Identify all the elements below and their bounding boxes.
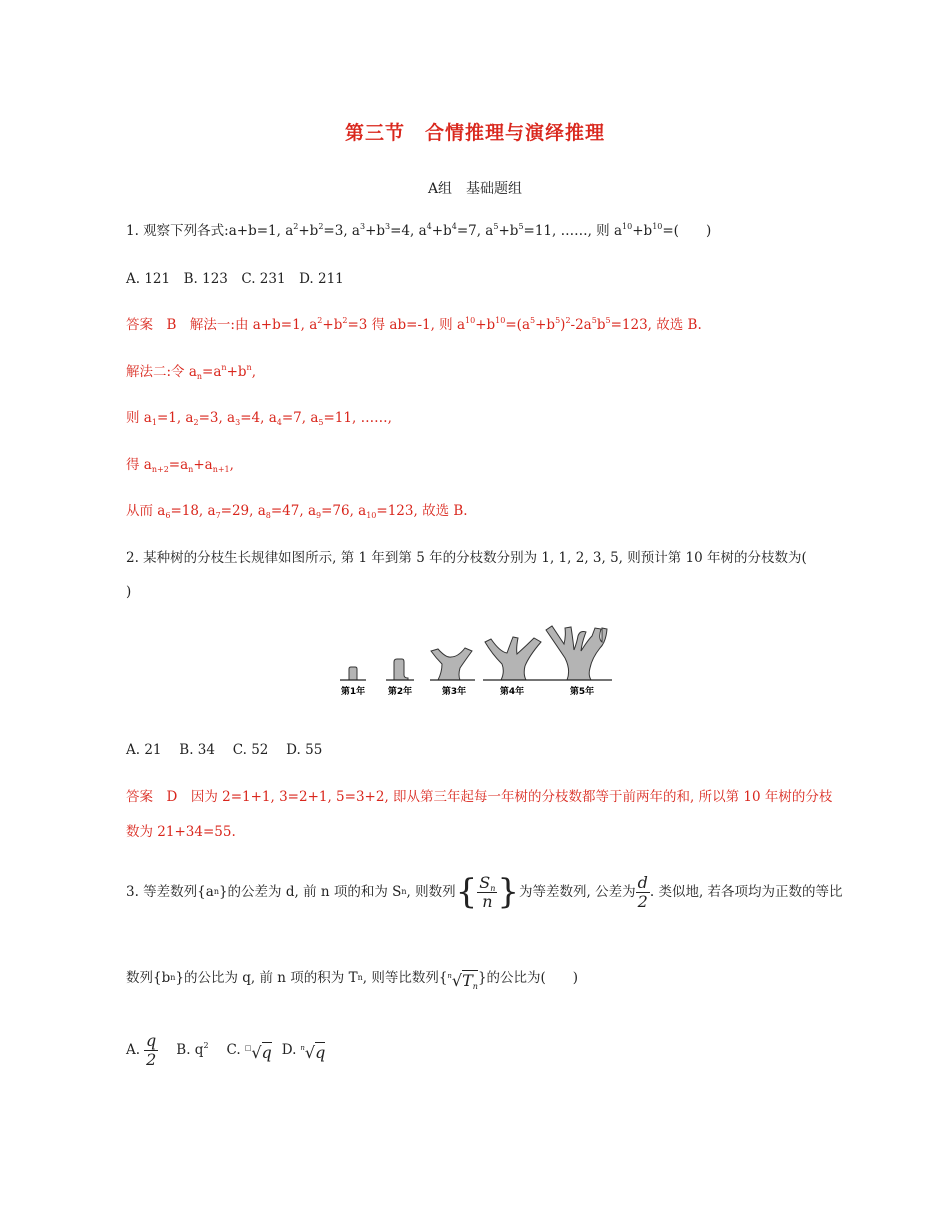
option-d-root: $^n$√q — [300, 1042, 326, 1062]
option-c-root: □√q — [244, 1042, 272, 1062]
q1-stem: 1. 观察下列各式:a+b=1, $a^2+b^2=3$, $a^3+b^3=4$, $a^4+b^4=7$, $a^5+b^5=11$, ……, 则 $a^{10}+b^{10}=$( ) — [126, 222, 712, 239]
q2-options: A. 21 B. 34 C. 52 D. 55 — [126, 742, 323, 758]
label-year-2: 第2年 — [387, 687, 413, 697]
option-a-fraction: $\frac{q}{2}$ — [146, 1030, 157, 1069]
q1-method2: 解法二:令 $a_n=a^n+b^n$, — [126, 363, 256, 381]
fraction-d-over-2: $\frac{d}{2}$ — [637, 872, 648, 911]
fraction-sn-over-n: $\frac{S_n}{n}$ — [479, 872, 496, 911]
tree-year-3 — [431, 648, 472, 680]
group-heading: A组 基础题组 — [427, 181, 523, 197]
q2-stem-line2: ) — [126, 584, 132, 600]
label-year-5: 第5年 — [569, 687, 595, 697]
right-brace: } — [497, 872, 520, 912]
label-year-3: 第3年 — [441, 687, 467, 697]
q1-answer: 答案 B 解法一:由 a+b=1, $a^2+b^2=3$ 得 ab=-1, 则 $a^{10}+b^{10}=(a^5+b^5)^2-2a^5b^5=123$, 故选 B. — [126, 316, 702, 333]
tree-year-1 — [349, 667, 357, 680]
label-year-1: 第1年 — [340, 687, 366, 697]
q1-line5: 从而 $a_6=18$, $a_7=29$, $a_8=47$, $a_9=76$, $a_{10}=123$, 故选 B. — [126, 503, 468, 520]
q1-line4: 得 $a_{n+2}=a_n+a_{n+1}$, — [126, 457, 234, 474]
q2-answer-line2: 数为 21+34=55. — [126, 824, 236, 840]
q2-stem-line1: 2. 某种树的分枝生长规律如图所示, 第 1 年到第 5 年的分枝数分别为 1, 1, 2, 3, 5, 则预计第 10 年树的分枝数为( — [126, 550, 807, 566]
q3-stem-line2: 数列{b n }的公比为 q, 前 n 项的积为 T n , 则等比数列{ $^n√T_n$ }的公比为( ) — [126, 962, 578, 994]
q1-options: A. 121 B. 123 C. 231 D. 211 — [126, 271, 344, 287]
page-title: 第三节 合情推理与演绎推理 — [344, 122, 605, 144]
q2-answer-line1: 答案 D 因为 2=1+1, 3=2+1, 5=3+2, 即从第三年起每一年树的分枝数都等于前两年的和, 所以第 10 年树的分枝 — [126, 789, 833, 805]
q3-options: A. $\frac{q}{2}$ B. $q^2$ C. □√q D. $^n$√q — [126, 1030, 326, 1069]
tree-year-4 — [485, 637, 541, 680]
left-brace: { — [455, 872, 478, 912]
q1-line3: 则 $a_1=1$, $a_2=3$, $a_3=4$, $a_4=7$, $a_5=11$, ……, — [126, 410, 392, 427]
tree-year-2 — [394, 659, 408, 680]
label-year-4: 第4年 — [499, 687, 525, 697]
tree-growth-figure — [330, 620, 620, 700]
q3-stem-line1: 3. 等差数列{a n }的公差为 d, 前 n 项的和为 S n , 则数列 { $\frac{S_n}{n}$ } 为等差数列, 公差为 $\frac{d}{2}$ . 类似地, 若各项均为正数的等比 — [126, 872, 843, 912]
nth-root-tn: $^n√T_n$ — [447, 970, 478, 991]
tree-year-5 — [546, 626, 607, 680]
